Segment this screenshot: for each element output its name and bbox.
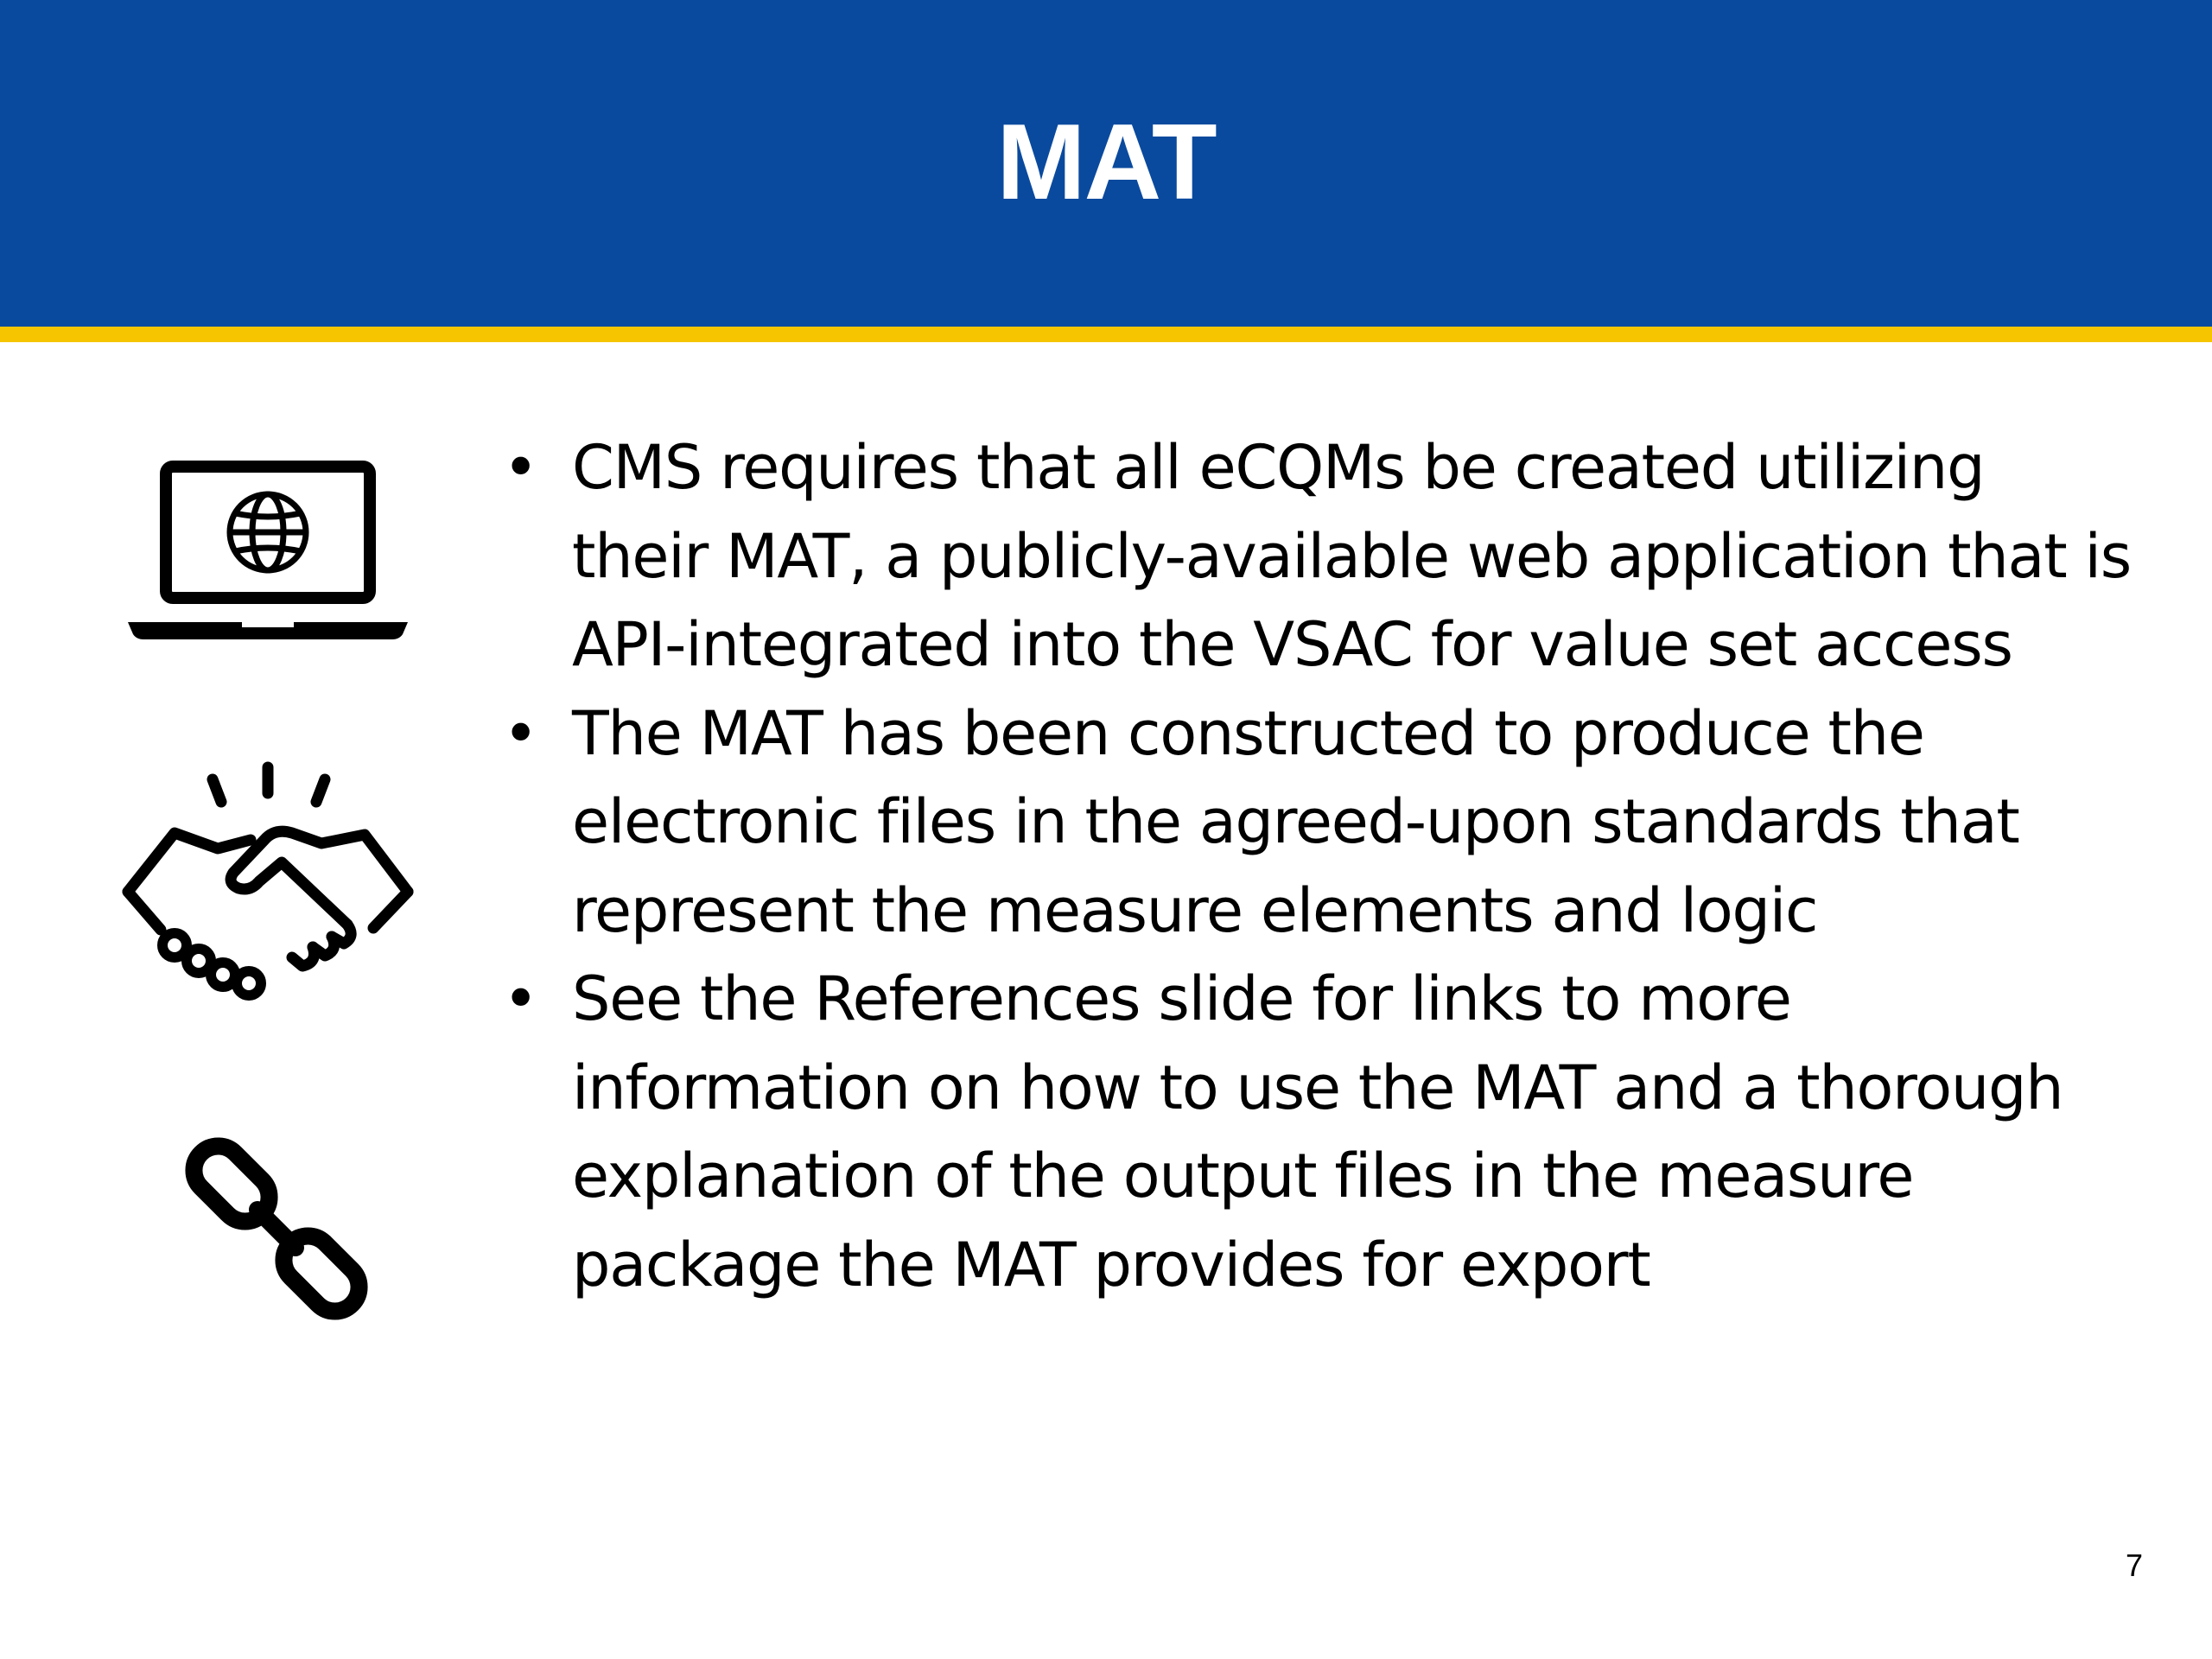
bullet-item [493, 955, 2134, 1309]
bullet-item [493, 423, 2134, 690]
slide-title: MAT [996, 103, 1216, 222]
bullet-marker: • [503, 963, 538, 1034]
bullet-marker: • [503, 432, 538, 503]
bullet-text: CMS requires that all eCQMs be created utilizing their MAT, a publicly-available web application that is API-integrated into the VSAC for value set access [572, 432, 2132, 680]
bullet-list [493, 423, 2134, 1309]
bullet-marker: • [503, 697, 538, 769]
handshake-icon [121, 760, 415, 1020]
bullet-item [493, 690, 2134, 956]
bullet-text: The MAT has been constructed to produce the electronic files in the agreed-upon standards that represent the measure elements and logic [572, 697, 2019, 946]
laptop-globe-icon [121, 458, 415, 648]
chain-link-icon [164, 1115, 389, 1339]
bullet-text: See the References slide for links to more information on how to use the MAT and a thorough explanation of the output files in the measure package the MAT provides for export [572, 963, 2063, 1300]
page-number: 7 [2125, 1548, 2143, 1583]
title-bar-accent-rule [0, 327, 2212, 342]
